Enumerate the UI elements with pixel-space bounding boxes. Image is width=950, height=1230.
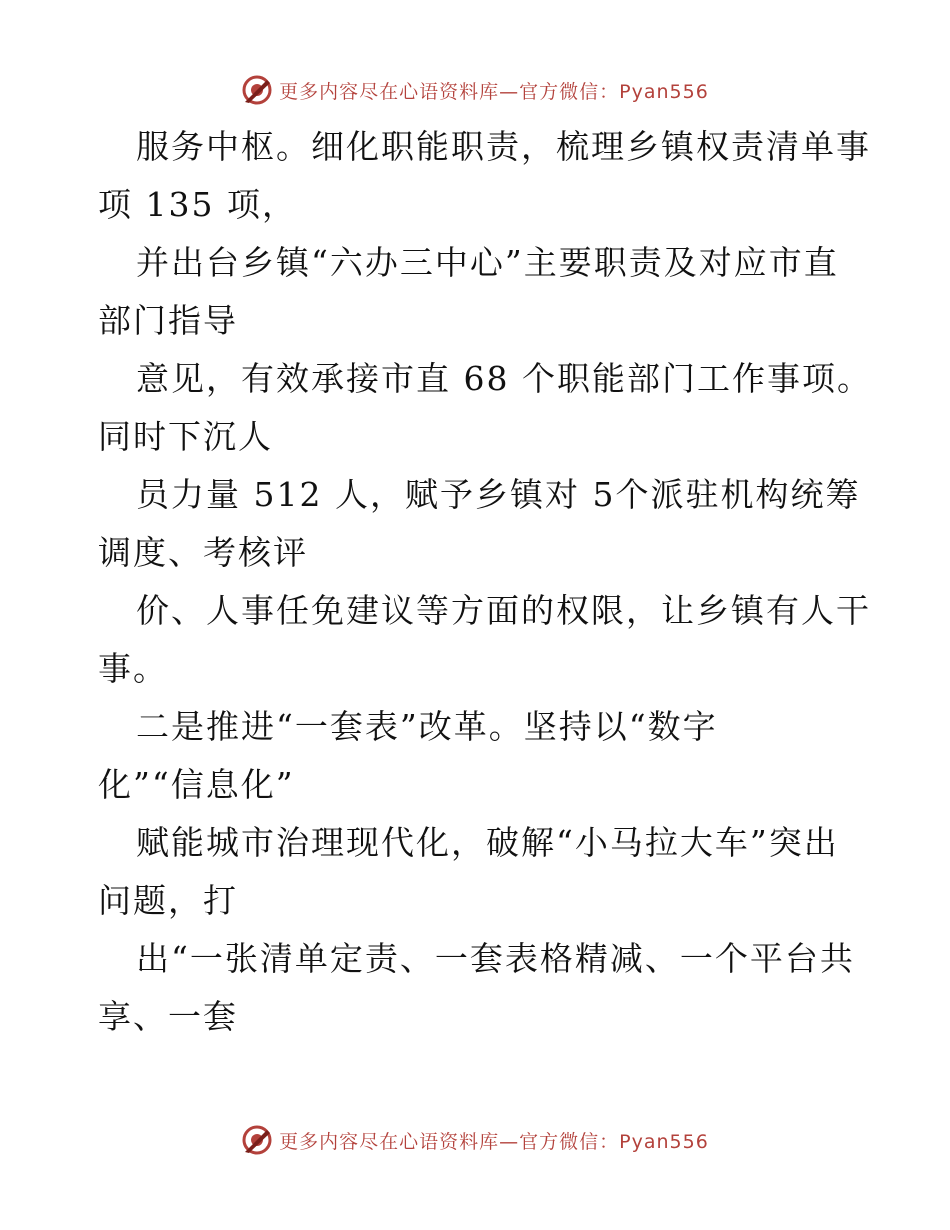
body-line: 部门指导 bbox=[98, 301, 238, 340]
body-line: 问题，打 bbox=[98, 881, 238, 920]
red-quill-seal-logo-icon bbox=[241, 1124, 273, 1156]
red-quill-seal-logo-icon bbox=[241, 74, 273, 106]
body-line: 同时下沉人 bbox=[98, 417, 273, 456]
body-line: 出“一张清单定责、一套表格精减、一个平台共 bbox=[136, 939, 855, 978]
body-line: 二是推进“一套表”改革。坚持以“数字 bbox=[136, 707, 718, 746]
body-line: 享、一套 bbox=[98, 997, 238, 1036]
document-body bbox=[98, 118, 872, 1046]
footer-banner-text: 更多内容尽在心语资料库—官方微信：Pyan556 bbox=[279, 1130, 709, 1153]
header-banner-text: 更多内容尽在心语资料库—官方微信：Pyan556 bbox=[279, 80, 709, 103]
body-line: 赋能城市治理现代化，破解“小马拉大车”突出 bbox=[136, 823, 839, 862]
footer-banner bbox=[0, 1120, 950, 1160]
body-line: 项 135 项， bbox=[98, 185, 297, 224]
body-line: 服务中枢。细化职能职责，梳理乡镇权责清单事 bbox=[136, 127, 871, 166]
body-line: 员力量 512 人，赋予乡镇对 5个派驻机构统筹 bbox=[136, 475, 861, 514]
body-line: 化”“信息化” bbox=[98, 765, 295, 804]
body-line: 事。 bbox=[98, 649, 168, 688]
body-line: 意见，有效承接市直 68 个职能部门工作事项。 bbox=[136, 359, 872, 398]
header-banner bbox=[0, 70, 950, 110]
body-line: 调度、考核评 bbox=[98, 533, 308, 572]
body-line: 并出台乡镇“六办三中心”主要职责及对应市直 bbox=[136, 243, 839, 282]
body-line: 价、人事任免建议等方面的权限，让乡镇有人干 bbox=[136, 591, 871, 630]
